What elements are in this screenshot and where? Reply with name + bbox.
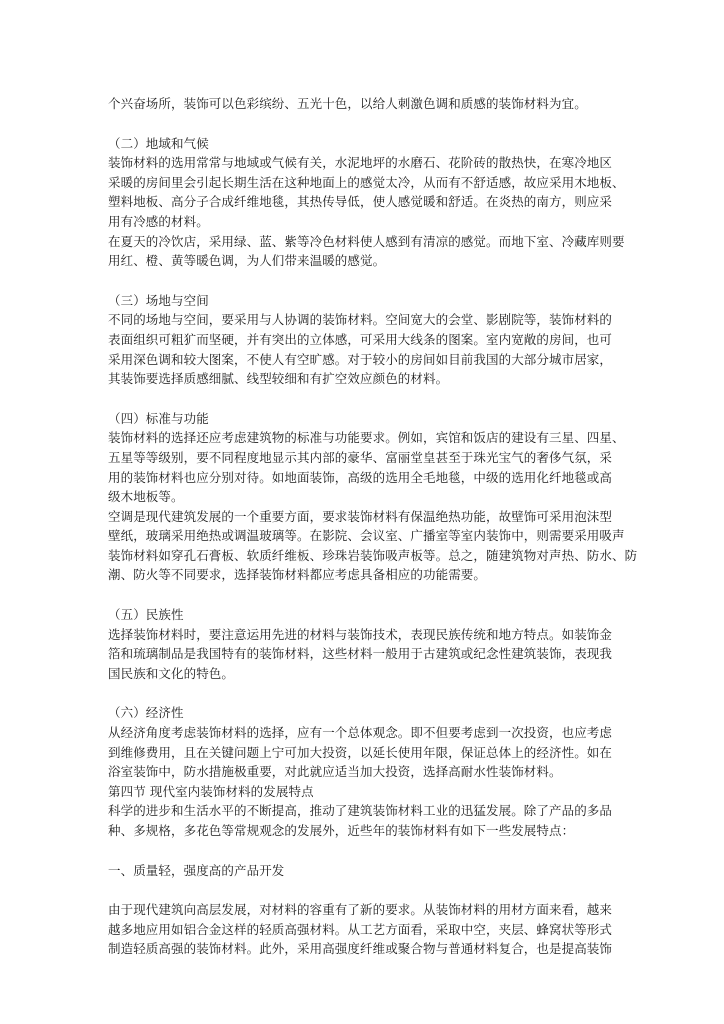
paragraph-line: 采暖的房间里会引起长期生活在这种地面上的感觉太冷，从而有不舒适感，故应采用木地板、	[108, 174, 625, 190]
section-heading: （三）场地与空间	[108, 292, 209, 308]
section-economy	[108, 703, 628, 840]
paragraph-line: 种、多规格，多花色等常规观念的发展外，近些年的装饰材料有如下一些发展特点：	[108, 823, 575, 838]
paragraph-line: 由于现代建筑向高层发展，对材料的容重有了新的要求。从装饰材料的用材方面来看，越来	[108, 902, 613, 918]
section-standard-function	[108, 409, 638, 585]
spacer	[108, 271, 628, 291]
paragraph-line: 从经济角度考虑装饰材料的选择，应有一个总体观念。即不但要考虑到一次投资，也应考虑	[108, 725, 613, 741]
section-ethnicity	[108, 605, 628, 683]
spacer	[108, 841, 628, 861]
paragraph-line: 采用深色调和较大图案，不使人有空旷感。对于较小的房间如目前我国的大部分城市居家，	[108, 351, 613, 367]
paragraph-line: 到维修费用，且在关键问题上宁可加大投资，以延长使用年限，保证总体上的经济性。如在	[108, 744, 613, 760]
paragraph-line: 制造轻质高强的装饰材料。此外，采用高强度纤维或聚合物与普通材料复合，也是提高装饰	[108, 941, 613, 957]
paragraph-line: 浴室装饰中，防水措施极重要，对此就应适当加大投资，选择高耐水性装饰材料。	[108, 764, 562, 780]
section-heading: （六）经济性	[108, 705, 184, 721]
spacer	[108, 880, 628, 900]
paragraph-line: 装饰材料的选择还应考虑建筑物的标准与功能要求。例如，宾馆和饭店的建设有三星、四星、	[108, 430, 625, 446]
paragraph-line: 用有冷感的材料。	[108, 213, 209, 229]
spacer	[108, 114, 628, 134]
paragraph-line: 箔和琉璃制品是我国特有的装饰材料，这些材料一般用于古建筑或纪念性建筑装饰，表现我	[108, 646, 613, 662]
paragraph-line: 其装饰要选择质感细腻、线型较细和有扩空效应颜色的材料。	[108, 371, 449, 387]
paragraph-line: 塑料地板、高分子合成纤维地毯，其热传导低，使人感觉暖和舒适。在炎热的南方，则应采	[108, 194, 613, 210]
section-heading: （五）民族性	[108, 607, 184, 623]
paragraph-line: 不同的场地与空间，要采用与人协调的装饰材料。空间宽大的会堂、影剧院等，装饰材料的	[108, 312, 613, 328]
paragraph-line: 用的装饰材料也应分别对待。如地面装饰，高级的选用全毛地毯，中级的选用化纤地毯或高	[108, 469, 613, 485]
spacer	[108, 585, 628, 605]
chapter-heading: 第四节 现代室内装饰材料的发展特点	[108, 783, 314, 799]
paragraph-line: 在夏天的冷饮店，采用绿、蓝、紫等冷色材料使人感到有清凉的感觉。而地下室、冷藏库则要	[108, 233, 625, 249]
paragraph-line: 壁纸，玻璃采用绝热或调温玻璃等。在影院、会议室、广播室等室内装饰中，则需要采用吸声	[108, 528, 625, 544]
section-heading: （二）地域和气候	[108, 135, 209, 151]
document-page	[108, 94, 638, 959]
spacer	[108, 683, 628, 703]
section-region-climate	[108, 134, 628, 271]
section-site-space	[108, 291, 628, 389]
intro-line: 个兴奋场所，装饰可以色彩缤纷、五光十色，以给人刺激色调和质感的装饰材料为宜。	[108, 96, 587, 111]
paragraph-line: 级木地板等。	[108, 489, 184, 505]
spacer	[108, 389, 628, 409]
paragraph-line: 空调是现代建筑发展的一个重要方面，要求装饰材料有保温绝热功能，故壁饰可采用泡沫型	[108, 508, 613, 524]
paragraph-line: 潮、防火等不同要求，选择装饰材料都应考虑具备相应的功能需要。	[108, 567, 487, 583]
paragraph-line: 装饰材料的选用常常与地域或气候有关，水泥地坪的水磨石、花阶砖的散热快，在寒冷地区	[108, 155, 613, 171]
final-paragraph	[108, 900, 628, 959]
paragraph-line: 用红、橙、黄等暖色调，为人们带来温暖的感觉。	[108, 253, 386, 269]
paragraph-line: 越多地应用如铝合金这样的轻质高强材料。从工艺方面看，采取中空，夹层、蜂窝状等形式	[108, 921, 613, 937]
paragraph-line: 表面组织可粗犷而坚硬，并有突出的立体感，可采用大线条的图案。室内宽敞的房间，也可	[108, 331, 613, 347]
subheading: 一、质量轻，强度高的产品开发	[108, 862, 285, 878]
paragraph-line: 装饰材料如穿孔石膏板、软质纤维板、珍珠岩装饰吸声板等。总之，随建筑物对声热、防水、防	[108, 547, 638, 563]
paragraph-line: 选择装饰材料时，要注意运用先进的材料与装饰技术，表现民族传统和地方特点。如装饰金	[108, 626, 613, 642]
paragraph-line: 五星等等级别，要不同程度地显示其内部的豪华、富丽堂皇甚至于珠光宝气的奢侈气氛，采	[108, 449, 613, 465]
paragraph-line: 科学的进步和生活水平的不断提高，推动了建筑装饰材料工业的迅猛发展。除了产品的多品	[108, 803, 613, 819]
paragraph-line: 国民族和文化的特色。	[108, 665, 235, 681]
section-heading: （四）标准与功能	[108, 410, 209, 426]
